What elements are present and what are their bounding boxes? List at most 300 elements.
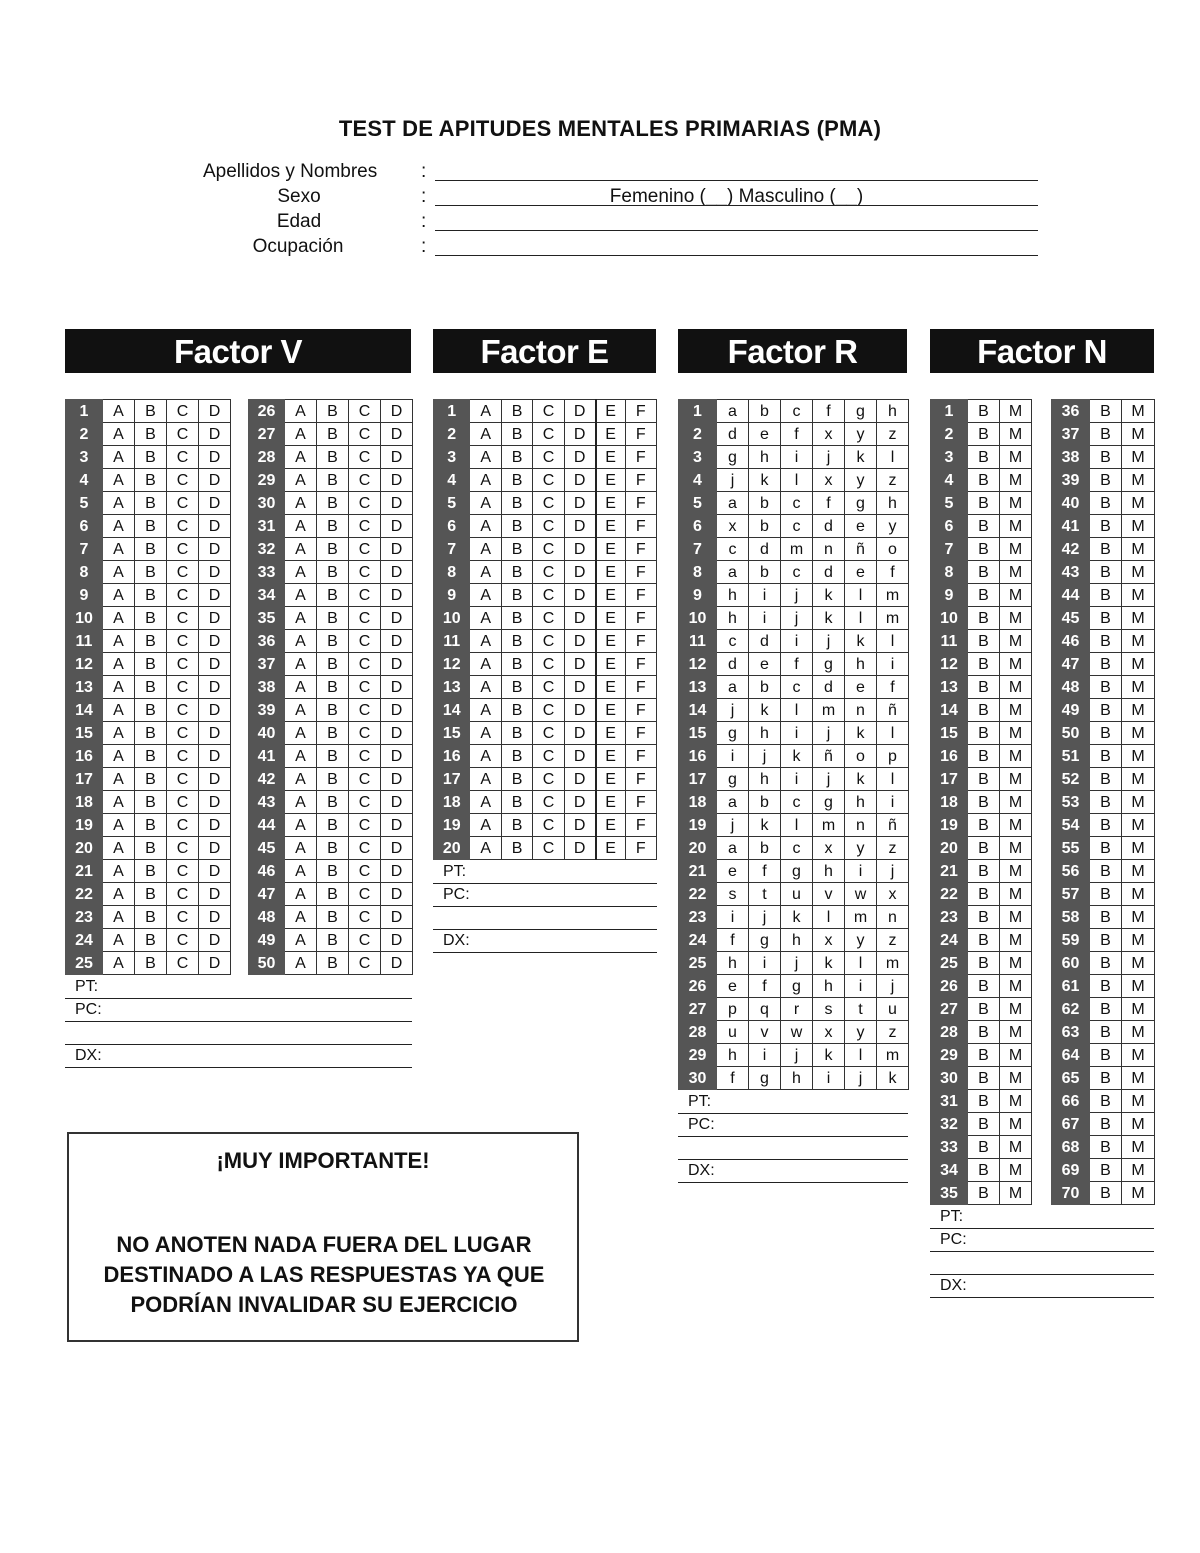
answer-option[interactable]: F — [625, 515, 656, 538]
answer-option[interactable]: s — [813, 998, 845, 1021]
score-line[interactable] — [930, 1275, 1154, 1298]
answer-option[interactable]: z — [877, 469, 909, 492]
answer-option[interactable]: B — [501, 791, 532, 814]
answer-option[interactable]: C — [167, 515, 199, 538]
answer-option[interactable]: M — [1000, 814, 1032, 837]
answer-option[interactable]: M — [1122, 446, 1155, 469]
answer-option[interactable]: A — [103, 584, 135, 607]
answer-option[interactable]: m — [877, 607, 909, 630]
answer-option[interactable]: c — [781, 492, 813, 515]
answer-option[interactable]: B — [317, 814, 349, 837]
answer-option[interactable]: j — [813, 722, 845, 745]
answer-option[interactable]: M — [1000, 469, 1032, 492]
answer-option[interactable]: B — [317, 561, 349, 584]
answer-option[interactable]: M — [1122, 630, 1155, 653]
answer-option[interactable]: D — [564, 699, 595, 722]
answer-option[interactable]: M — [1122, 1182, 1155, 1205]
answer-option[interactable]: l — [877, 722, 909, 745]
answer-option[interactable]: f — [813, 492, 845, 515]
answer-option[interactable]: C — [533, 584, 564, 607]
answer-option[interactable]: D — [381, 768, 413, 791]
answer-option[interactable]: ñ — [813, 745, 845, 768]
answer-option[interactable]: B — [135, 883, 167, 906]
answer-option[interactable]: k — [813, 607, 845, 630]
answer-option[interactable]: a — [717, 561, 749, 584]
answer-option[interactable]: B — [317, 699, 349, 722]
answer-option[interactable]: A — [103, 538, 135, 561]
answer-option[interactable]: f — [749, 975, 781, 998]
answer-option[interactable]: B — [317, 446, 349, 469]
answer-option[interactable]: A — [103, 492, 135, 515]
answer-option[interactable]: D — [381, 515, 413, 538]
answer-option[interactable]: M — [1122, 1136, 1155, 1159]
answer-option[interactable]: B — [1090, 837, 1122, 860]
answer-option[interactable]: A — [470, 584, 501, 607]
answer-option[interactable]: k — [813, 584, 845, 607]
answer-option[interactable]: ñ — [877, 814, 909, 837]
answer-option[interactable]: j — [877, 860, 909, 883]
answer-option[interactable]: D — [381, 722, 413, 745]
answer-option[interactable]: A — [103, 837, 135, 860]
answer-option[interactable]: E — [596, 538, 625, 561]
answer-option[interactable]: l — [877, 768, 909, 791]
answer-option[interactable]: M — [1122, 1044, 1155, 1067]
answer-option[interactable]: i — [877, 791, 909, 814]
answer-option[interactable]: o — [845, 745, 877, 768]
answer-option[interactable]: B — [968, 1044, 1000, 1067]
answer-option[interactable]: B — [317, 492, 349, 515]
answer-option[interactable]: A — [470, 538, 501, 561]
answer-option[interactable]: h — [877, 400, 909, 423]
answer-option[interactable]: B — [968, 722, 1000, 745]
answer-option[interactable]: E — [596, 400, 625, 423]
answer-option[interactable]: B — [501, 446, 532, 469]
answer-option[interactable]: A — [103, 722, 135, 745]
answer-option[interactable]: B — [501, 469, 532, 492]
answer-option[interactable]: B — [968, 906, 1000, 929]
answer-option[interactable]: B — [968, 791, 1000, 814]
answer-option[interactable]: C — [167, 469, 199, 492]
answer-option[interactable]: i — [749, 952, 781, 975]
answer-option[interactable]: B — [135, 722, 167, 745]
answer-option[interactable]: r — [781, 998, 813, 1021]
answer-option[interactable]: B — [317, 952, 349, 975]
answer-option[interactable]: l — [877, 446, 909, 469]
answer-option[interactable]: B — [1090, 883, 1122, 906]
answer-option[interactable]: C — [349, 814, 381, 837]
answer-option[interactable]: A — [103, 469, 135, 492]
answer-option[interactable]: F — [625, 791, 656, 814]
answer-option[interactable]: E — [596, 584, 625, 607]
answer-option[interactable]: F — [625, 607, 656, 630]
answer-option[interactable]: C — [349, 607, 381, 630]
answer-option[interactable]: A — [285, 446, 317, 469]
answer-option[interactable]: ñ — [877, 699, 909, 722]
answer-option[interactable]: j — [877, 975, 909, 998]
answer-option[interactable]: M — [1000, 699, 1032, 722]
answer-option[interactable]: A — [103, 745, 135, 768]
answer-option[interactable]: B — [317, 676, 349, 699]
answer-option[interactable]: z — [877, 837, 909, 860]
answer-option[interactable]: C — [167, 538, 199, 561]
answer-option[interactable]: E — [596, 814, 625, 837]
answer-option[interactable]: M — [1122, 952, 1155, 975]
answer-option[interactable]: B — [501, 837, 532, 860]
answer-option[interactable]: B — [317, 469, 349, 492]
answer-option[interactable]: B — [1090, 1113, 1122, 1136]
answer-option[interactable]: b — [749, 561, 781, 584]
answer-option[interactable]: A — [103, 906, 135, 929]
answer-option[interactable]: B — [1090, 1182, 1122, 1205]
answer-option[interactable]: B — [317, 745, 349, 768]
answer-option[interactable]: B — [501, 561, 532, 584]
score-line[interactable] — [678, 1091, 908, 1114]
answer-option[interactable]: C — [349, 745, 381, 768]
answer-option[interactable]: z — [877, 929, 909, 952]
answer-option[interactable]: C — [349, 883, 381, 906]
answer-option[interactable]: B — [968, 1090, 1000, 1113]
answer-option[interactable]: A — [470, 492, 501, 515]
answer-option[interactable]: B — [317, 607, 349, 630]
answer-option[interactable]: D — [381, 446, 413, 469]
answer-option[interactable]: C — [349, 906, 381, 929]
answer-option[interactable]: n — [845, 814, 877, 837]
answer-option[interactable]: F — [625, 584, 656, 607]
answer-option[interactable]: B — [135, 538, 167, 561]
answer-option[interactable]: A — [103, 630, 135, 653]
answer-option[interactable]: A — [285, 745, 317, 768]
answer-option[interactable]: l — [845, 584, 877, 607]
answer-option[interactable]: D — [381, 607, 413, 630]
answer-option[interactable]: x — [877, 883, 909, 906]
answer-option[interactable]: M — [1122, 515, 1155, 538]
answer-option[interactable]: D — [199, 814, 231, 837]
answer-option[interactable]: x — [813, 929, 845, 952]
answer-option[interactable]: A — [103, 929, 135, 952]
answer-option[interactable]: j — [749, 906, 781, 929]
answer-option[interactable]: b — [749, 515, 781, 538]
answer-option[interactable]: A — [285, 883, 317, 906]
answer-option[interactable]: C — [533, 814, 564, 837]
answer-option[interactable]: F — [625, 469, 656, 492]
answer-option[interactable]: B — [135, 791, 167, 814]
answer-option[interactable]: F — [625, 699, 656, 722]
answer-option[interactable]: A — [285, 906, 317, 929]
answer-option[interactable]: E — [596, 607, 625, 630]
answer-option[interactable]: E — [596, 699, 625, 722]
answer-option[interactable]: A — [470, 446, 501, 469]
answer-option[interactable]: g — [781, 975, 813, 998]
answer-option[interactable]: x — [813, 1021, 845, 1044]
answer-option[interactable]: D — [199, 791, 231, 814]
answer-option[interactable]: i — [717, 745, 749, 768]
answer-option[interactable]: y — [845, 929, 877, 952]
answer-option[interactable]: C — [349, 791, 381, 814]
answer-option[interactable]: M — [1122, 653, 1155, 676]
answer-option[interactable]: e — [749, 423, 781, 446]
answer-option[interactable]: D — [199, 906, 231, 929]
answer-option[interactable]: M — [1000, 1021, 1032, 1044]
answer-option[interactable]: B — [501, 745, 532, 768]
answer-option[interactable]: M — [1122, 722, 1155, 745]
answer-option[interactable]: g — [845, 492, 877, 515]
answer-option[interactable]: x — [813, 469, 845, 492]
answer-option[interactable]: k — [845, 630, 877, 653]
answer-option[interactable]: B — [968, 929, 1000, 952]
answer-option[interactable]: i — [749, 1044, 781, 1067]
answer-option[interactable]: A — [285, 515, 317, 538]
answer-option[interactable]: D — [381, 538, 413, 561]
answer-option[interactable]: M — [1122, 561, 1155, 584]
answer-option[interactable]: B — [1090, 998, 1122, 1021]
answer-option[interactable]: C — [349, 699, 381, 722]
answer-option[interactable]: A — [470, 745, 501, 768]
answer-option[interactable]: D — [199, 653, 231, 676]
answer-option[interactable]: y — [845, 1021, 877, 1044]
answer-option[interactable]: n — [877, 906, 909, 929]
answer-option[interactable]: B — [968, 400, 1000, 423]
answer-option[interactable]: F — [625, 400, 656, 423]
answer-option[interactable]: A — [470, 814, 501, 837]
answer-option[interactable]: i — [877, 653, 909, 676]
answer-option[interactable]: C — [167, 492, 199, 515]
score-line[interactable] — [65, 999, 412, 1022]
answer-option[interactable]: B — [968, 1182, 1000, 1205]
answer-option[interactable]: B — [968, 676, 1000, 699]
answer-option[interactable]: i — [813, 1067, 845, 1090]
answer-option[interactable]: C — [349, 929, 381, 952]
answer-option[interactable]: j — [781, 584, 813, 607]
answer-option[interactable]: D — [199, 423, 231, 446]
answer-option[interactable]: M — [1000, 653, 1032, 676]
answer-option[interactable]: D — [199, 676, 231, 699]
answer-option[interactable]: B — [501, 423, 532, 446]
score-line[interactable] — [930, 1229, 1154, 1252]
answer-option[interactable]: D — [564, 791, 595, 814]
answer-option[interactable]: l — [845, 1044, 877, 1067]
answer-option[interactable]: B — [1090, 469, 1122, 492]
answer-option[interactable]: B — [968, 607, 1000, 630]
answer-option[interactable]: M — [1000, 791, 1032, 814]
answer-option[interactable]: B — [968, 1067, 1000, 1090]
answer-option[interactable]: B — [317, 515, 349, 538]
answer-option[interactable]: A — [285, 492, 317, 515]
answer-option[interactable]: M — [1000, 906, 1032, 929]
answer-option[interactable]: B — [317, 929, 349, 952]
answer-option[interactable]: D — [199, 584, 231, 607]
answer-option[interactable]: F — [625, 722, 656, 745]
answer-option[interactable]: c — [781, 837, 813, 860]
answer-option[interactable]: B — [135, 860, 167, 883]
answer-option[interactable]: f — [877, 561, 909, 584]
answer-option[interactable]: M — [1000, 1182, 1032, 1205]
answer-option[interactable]: h — [813, 975, 845, 998]
answer-option[interactable]: A — [470, 768, 501, 791]
answer-option[interactable]: D — [564, 400, 595, 423]
answer-option[interactable]: C — [167, 952, 199, 975]
answer-option[interactable]: D — [564, 515, 595, 538]
answer-option[interactable]: B — [1090, 515, 1122, 538]
score-line[interactable] — [930, 1252, 1154, 1275]
answer-option[interactable]: B — [968, 952, 1000, 975]
answer-option[interactable]: c — [717, 538, 749, 561]
answer-option[interactable]: l — [781, 469, 813, 492]
answer-option[interactable]: C — [533, 722, 564, 745]
answer-option[interactable]: x — [813, 837, 845, 860]
answer-option[interactable]: M — [1000, 561, 1032, 584]
answer-option[interactable]: C — [349, 837, 381, 860]
score-line[interactable] — [678, 1160, 908, 1183]
answer-option[interactable]: D — [199, 699, 231, 722]
answer-option[interactable]: j — [749, 745, 781, 768]
answer-option[interactable]: m — [877, 1044, 909, 1067]
answer-option[interactable]: h — [877, 492, 909, 515]
answer-option[interactable]: B — [501, 676, 532, 699]
answer-option[interactable]: j — [813, 630, 845, 653]
answer-option[interactable]: q — [749, 998, 781, 1021]
answer-option[interactable]: B — [135, 584, 167, 607]
answer-option[interactable]: C — [533, 561, 564, 584]
score-line[interactable] — [678, 1114, 908, 1137]
answer-option[interactable]: A — [285, 653, 317, 676]
answer-option[interactable]: C — [533, 676, 564, 699]
answer-option[interactable]: M — [1122, 883, 1155, 906]
answer-option[interactable]: E — [596, 722, 625, 745]
answer-option[interactable]: B — [968, 423, 1000, 446]
answer-option[interactable]: A — [103, 883, 135, 906]
answer-option[interactable]: B — [501, 722, 532, 745]
answer-option[interactable]: g — [717, 722, 749, 745]
answer-option[interactable]: h — [749, 446, 781, 469]
answer-option[interactable]: B — [135, 469, 167, 492]
answer-option[interactable]: D — [199, 952, 231, 975]
answer-option[interactable]: B — [501, 538, 532, 561]
answer-option[interactable]: M — [1000, 768, 1032, 791]
answer-option[interactable]: B — [501, 653, 532, 676]
answer-option[interactable]: A — [470, 423, 501, 446]
answer-option[interactable]: A — [470, 676, 501, 699]
answer-option[interactable]: D — [564, 837, 595, 860]
answer-option[interactable]: M — [1000, 1067, 1032, 1090]
answer-option[interactable]: M — [1122, 584, 1155, 607]
answer-option[interactable]: D — [381, 906, 413, 929]
answer-option[interactable]: C — [349, 630, 381, 653]
answer-option[interactable]: B — [968, 768, 1000, 791]
answer-option[interactable]: B — [501, 768, 532, 791]
answer-option[interactable]: D — [564, 446, 595, 469]
answer-option[interactable]: E — [596, 791, 625, 814]
answer-option[interactable]: A — [103, 860, 135, 883]
answer-option[interactable]: D — [381, 883, 413, 906]
answer-option[interactable]: M — [1000, 400, 1032, 423]
answer-option[interactable]: C — [349, 469, 381, 492]
answer-option[interactable]: u — [781, 883, 813, 906]
answer-option[interactable]: M — [1000, 630, 1032, 653]
answer-option[interactable]: C — [167, 630, 199, 653]
answer-option[interactable]: C — [167, 699, 199, 722]
answer-option[interactable]: l — [877, 630, 909, 653]
answer-option[interactable]: C — [533, 515, 564, 538]
answer-option[interactable]: k — [749, 814, 781, 837]
score-line[interactable] — [65, 976, 412, 999]
answer-option[interactable]: A — [285, 607, 317, 630]
answer-option[interactable]: A — [103, 607, 135, 630]
answer-option[interactable]: C — [167, 814, 199, 837]
answer-option[interactable]: C — [349, 722, 381, 745]
answer-option[interactable]: f — [877, 676, 909, 699]
answer-option[interactable]: E — [596, 515, 625, 538]
answer-option[interactable]: h — [781, 929, 813, 952]
answer-option[interactable]: M — [1122, 837, 1155, 860]
answer-option[interactable]: B — [1090, 630, 1122, 653]
answer-option[interactable]: A — [103, 676, 135, 699]
answer-option[interactable]: B — [1090, 745, 1122, 768]
answer-option[interactable]: B — [968, 584, 1000, 607]
answer-option[interactable]: B — [968, 1136, 1000, 1159]
answer-option[interactable]: D — [564, 768, 595, 791]
answer-option[interactable]: k — [781, 906, 813, 929]
answer-option[interactable]: k — [813, 1044, 845, 1067]
answer-option[interactable]: D — [381, 814, 413, 837]
answer-option[interactable]: C — [533, 607, 564, 630]
answer-option[interactable]: B — [968, 469, 1000, 492]
answer-option[interactable]: B — [317, 630, 349, 653]
answer-option[interactable]: h — [813, 860, 845, 883]
answer-option[interactable]: B — [968, 446, 1000, 469]
answer-option[interactable]: A — [285, 699, 317, 722]
answer-option[interactable]: D — [564, 814, 595, 837]
answer-option[interactable]: M — [1000, 423, 1032, 446]
answer-option[interactable]: D — [564, 492, 595, 515]
answer-option[interactable]: B — [968, 1113, 1000, 1136]
answer-option[interactable]: M — [1000, 929, 1032, 952]
answer-option[interactable]: C — [167, 607, 199, 630]
answer-option[interactable]: a — [717, 492, 749, 515]
answer-option[interactable]: A — [103, 400, 135, 423]
score-line[interactable] — [65, 1045, 412, 1068]
answer-option[interactable]: w — [845, 883, 877, 906]
answer-option[interactable]: B — [135, 607, 167, 630]
answer-option[interactable]: F — [625, 768, 656, 791]
answer-option[interactable]: B — [501, 814, 532, 837]
answer-option[interactable]: j — [813, 446, 845, 469]
answer-option[interactable]: h — [749, 768, 781, 791]
answer-option[interactable]: A — [285, 538, 317, 561]
answer-option[interactable]: D — [381, 653, 413, 676]
answer-option[interactable]: A — [285, 584, 317, 607]
answer-option[interactable]: D — [199, 860, 231, 883]
answer-option[interactable]: C — [533, 653, 564, 676]
answer-option[interactable]: A — [285, 860, 317, 883]
answer-option[interactable]: B — [317, 538, 349, 561]
answer-option[interactable]: B — [317, 423, 349, 446]
answer-option[interactable]: C — [533, 837, 564, 860]
answer-option[interactable]: B — [1090, 1159, 1122, 1182]
answer-option[interactable]: D — [199, 722, 231, 745]
answer-option[interactable]: B — [968, 1159, 1000, 1182]
answer-option[interactable]: A — [103, 446, 135, 469]
answer-option[interactable]: F — [625, 814, 656, 837]
answer-option[interactable]: m — [877, 584, 909, 607]
score-line[interactable] — [930, 1206, 1154, 1229]
answer-option[interactable]: D — [381, 630, 413, 653]
answer-option[interactable]: C — [167, 446, 199, 469]
answer-option[interactable]: D — [199, 469, 231, 492]
answer-option[interactable]: A — [285, 561, 317, 584]
answer-option[interactable]: M — [1122, 814, 1155, 837]
answer-option[interactable]: D — [199, 630, 231, 653]
answer-option[interactable]: B — [1090, 1044, 1122, 1067]
